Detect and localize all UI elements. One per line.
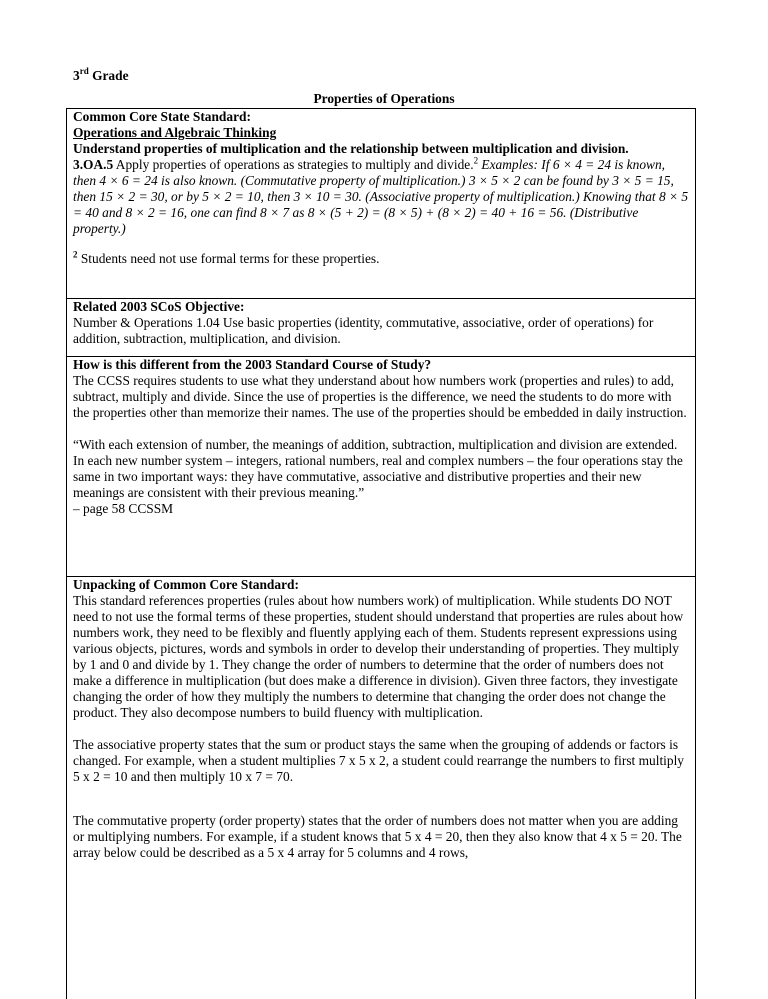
standards-table bbox=[66, 108, 696, 999]
grade-label bbox=[73, 65, 129, 84]
difference-quote: “With each extension of number, the meanings of addition, subtraction, multiplication and division are extended. In each new number system – integers, rational numbers, real and complex numbers – the four operations stay the same in two important ways: they have commutative, associative and distributive properties and their new meanings are consistent with their previous meaning.” bbox=[73, 437, 683, 500]
footnote-ref: 2 bbox=[473, 155, 479, 166]
cluster-title: Understand properties of multiplication and the relationship between multiplication and division. bbox=[73, 141, 629, 156]
domain-title: Operations and Algebraic Thinking bbox=[73, 125, 277, 140]
standard-examples: Examples: If 6 × 4 = 24 is known, then 4 × 6 = 24 is also known. (Commutative property of multiplication.) 3 × 5 × 2 can be found by 3 × 5 = 15, then 15 × 2 = 30, or by 5 × 2 = 10, then 3 × 10 = 30. (Associative property of multiplication.) Knowing that 8 × 5 = 40 and 8 × 2 = 16, one can find 8 × 7 as 8 × (5 + 2) = (8 × 5) + (8 × 2) = 40 + 16 = 56. (Distributive property.) bbox=[73, 157, 689, 236]
grade-word: Grade bbox=[92, 68, 129, 83]
unpacking-paragraph-1: This standard references properties (rules about how numbers work) of multiplication. While students DO NOT need to not use the formal terms of these properties, student should understand that properties are rules about how numbers work, they need to be flexibly and fluently applying each of them. Students represent expressions using various objects, pictures, words and symbols in order to develop their understanding of properties. They multiply by 1 and 0 and divide by 1. They change the order of numbers to determine that the order of numbers does not make a difference in multiplication (but does make a difference in division). Given three factors, they investigate changing the order of how they multiply the numbers to determine that changing the order does not change the product. They also decompose numbers to build fluency with multiplication. bbox=[73, 593, 684, 720]
grade-number: 3 bbox=[73, 68, 80, 83]
related-text: Number & Operations 1.04 Use basic properties (identity, commutative, associative, order of operations) for addition, subtraction, multiplication, and division. bbox=[73, 315, 654, 346]
footnote-text: Students need not use formal terms for these properties. bbox=[80, 251, 380, 266]
grade-suffix: rd bbox=[79, 65, 89, 76]
related-heading: Related 2003 SCoS Objective: bbox=[73, 299, 245, 314]
page-title: Properties of Operations bbox=[313, 91, 455, 106]
standard-text: Apply properties of operations as strategies to multiply and divide. bbox=[115, 157, 474, 172]
unpacking-cell bbox=[67, 577, 695, 999]
standard-cell bbox=[67, 109, 695, 299]
standard-paragraph bbox=[73, 157, 689, 237]
standard-code: 3.OA.5 bbox=[73, 157, 114, 172]
quote-source: – page 58 CCSSM bbox=[73, 501, 174, 516]
related-objective-cell bbox=[67, 299, 695, 357]
unpacking-heading: Unpacking of Common Core Standard: bbox=[73, 577, 299, 592]
unpacking-paragraph-2: The associative property states that the sum or product stays the same when the grouping of addends or factors is changed. For example, when a student multiplies 7 x 5 x 2, a student could rearrange the numbers to first multiply 5 x 2 = 10 and then multiply 10 x 7 = 70. bbox=[73, 737, 684, 784]
difference-paragraph: The CCSS requires students to use what they understand about how numbers work (properties and rules) to add, subtract, multiply and divide. Since the use of properties is the difference, we need the students to do more with the properties other than memorize their names. The use of the properties should be embedded in daily instruction. bbox=[73, 373, 687, 420]
unpacking-paragraph-3: The commutative property (order property) states that the order of numbers does not matter when you are adding or multiplying numbers. For example, if a student knows that 5 x 4 = 20, then they also know that 4 x 5 = 20. The array below could be described as a 5 x 4 array for 5 columns and 4 rows, bbox=[73, 813, 682, 860]
footnote bbox=[73, 251, 689, 267]
difference-cell bbox=[67, 357, 695, 577]
standard-heading: Common Core State Standard: bbox=[73, 109, 251, 124]
footnote-number: 2 bbox=[73, 249, 78, 260]
difference-heading: How is this different from the 2003 Standard Course of Study? bbox=[73, 357, 432, 372]
